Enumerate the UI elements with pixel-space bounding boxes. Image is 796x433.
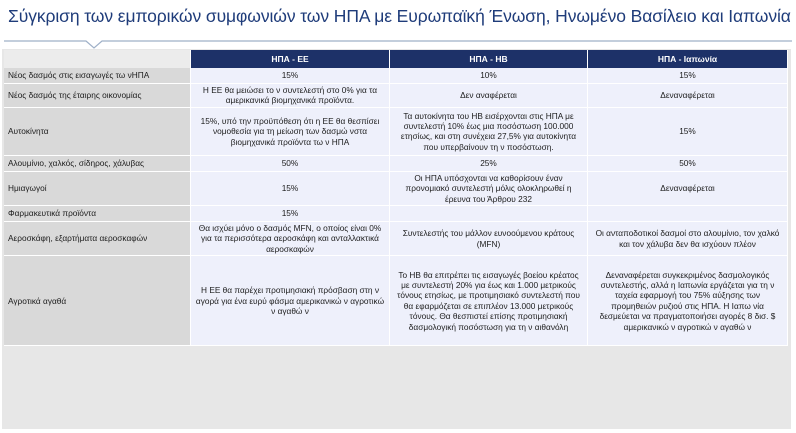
- cell-usa-eu: 15%: [191, 206, 390, 222]
- cell-usa-japan: Δεναναφέρεται συγκεκριμένος δασμολογικός συντελεστής, αλλά η Ιαπωνία εργάζεται για τη ν ταχεία εφαρμογή του 75% αύξησης των προμηθειών ρυζιού στις ΗΠΑ. Η Ιαπω νία δεσμεύεται να πραγματοποιήσει αγορές 8 δισ. $ αμερικανικώ ν αγροτικώ ν αγαθώ ν: [588, 256, 788, 346]
- row-label: Ημιαγωγοί: [4, 172, 191, 206]
- header-usa-japan: ΗΠΑ - Ιαπωνία: [588, 50, 788, 68]
- cell-usa-japan: Δεναναφέρεται: [588, 84, 788, 108]
- cell-usa-eu: 15%: [191, 172, 390, 206]
- cell-usa-uk: Δεν αναφέρεται: [390, 84, 588, 108]
- header-usa-eu: ΗΠΑ - ΕΕ: [191, 50, 390, 68]
- row-label: Αεροσκάφη, εξαρτήματα αεροσκαφών: [4, 222, 191, 256]
- cell-usa-eu: Η ΕΕ θα μειώσει το ν συντελεστή στο 0% για τα αμερικανικά βιομηχανικά προϊόντα.: [191, 84, 390, 108]
- row-label: Αυτοκίνητα: [4, 108, 191, 156]
- row-label: Αγροτικά αγαθά: [4, 256, 191, 346]
- row-label: Αλουμίνιο, χαλκός, σίδηρος, χάλυβας: [4, 156, 191, 172]
- table-row: [4, 68, 788, 84]
- page-title: Σύγκριση των εμπορικών συμφωνιών των ΗΠΑ με Ευρωπαϊκή Ένωση, Ηνωμένο Βασίλειο και Ιαπωνία: [8, 6, 791, 26]
- table-header-row: [4, 50, 788, 68]
- cell-usa-eu: Θα ισχύει μόνο ο δασμός MFN, ο οποίος είναι 0% για τα περισσότερα αεροσκάφη και ανταλλακτικά αεροσκαφών: [191, 222, 390, 256]
- cell-usa-uk: 25%: [390, 156, 588, 172]
- table-row: [4, 84, 788, 108]
- cell-usa-uk: Τα αυτοκίνητα του ΗΒ εισέρχονται στις ΗΠΑ με συντελεστή 10% έως μια ποσόστωση 100.000 ετησίως, και στη συνέχεια 27,5% για αυτοκίνητα που υπερβαίνουν τη ν ποσόστωση.: [390, 108, 588, 156]
- cell-usa-eu: 50%: [191, 156, 390, 172]
- row-label: Νέος δασμός της έταιρης οικονομίας: [4, 84, 191, 108]
- cell-usa-eu: 15%: [191, 68, 390, 84]
- row-label: Φαρμακευτικά προϊόντα: [4, 206, 191, 222]
- cell-usa-uk: Συντελεστής του μάλλον ευνοούμενου κράτους (MFN): [390, 222, 588, 256]
- table-row: [4, 156, 788, 172]
- table-row: [4, 172, 788, 206]
- cell-usa-uk: Οι ΗΠΑ υπόσχονται να καθορίσουν έναν προνομιακό συντελεστή μόλις ολοκληρωθεί η έρευνα του Άρθρου 232: [390, 172, 588, 206]
- table-row: [4, 256, 788, 346]
- cell-usa-eu: Η ΕΕ θα παρέχει προτιμησιακή πρόσβαση στη ν αγορά για ένα ευρύ φάσμα αμερικανικώ ν αγροτικώ ν αγαθώ ν: [191, 256, 390, 346]
- header-usa-uk: ΗΠΑ - ΗΒ: [390, 50, 588, 68]
- table-row: [4, 108, 788, 156]
- cell-usa-uk: [390, 206, 588, 222]
- table-row: [4, 206, 788, 222]
- cell-usa-japan: [588, 206, 788, 222]
- cell-usa-eu: 15%, υπό την προϋπόθεση ότι η ΕΕ θα θεσπίσει νομοθεσία για τη μείωση των δασμώ νστα βιομηχανικά προϊόντα τω ν ΗΠΑ: [191, 108, 390, 156]
- cell-usa-japan: Οι ανταποδοτικοί δασμοί στο αλουμίνιο, τον χαλκό και τον χάλυβα δεν θα ισχύουν πλέον: [588, 222, 788, 256]
- cell-usa-japan: 15%: [588, 108, 788, 156]
- cell-usa-uk: Το ΗΒ θα επιτρέπει τις εισαγωγές βοείου κρέατος με συντελεστή 20% για έως και 1.000 μετρικούς τόνους ετησίως, με προτιμησιακό συντελεστή που θα εφαρμόζεται σε επιπλέον 13.000 μετρικούς τόνους. Θα θεσπιστεί επίσης προτιμησιακή δασμολογική ποσόστωση για τη ν αιθανόλη: [390, 256, 588, 346]
- row-label: Νέος δασμός στις εισαγωγές τω νΗΠΑ: [4, 68, 191, 84]
- cell-usa-japan: Δεναναφέρεται: [588, 172, 788, 206]
- header-corner: [4, 50, 191, 68]
- cell-usa-japan: 50%: [588, 156, 788, 172]
- cell-usa-uk: 10%: [390, 68, 588, 84]
- table-row: [4, 222, 788, 256]
- comparison-table: [4, 50, 788, 346]
- cell-usa-japan: 15%: [588, 68, 788, 84]
